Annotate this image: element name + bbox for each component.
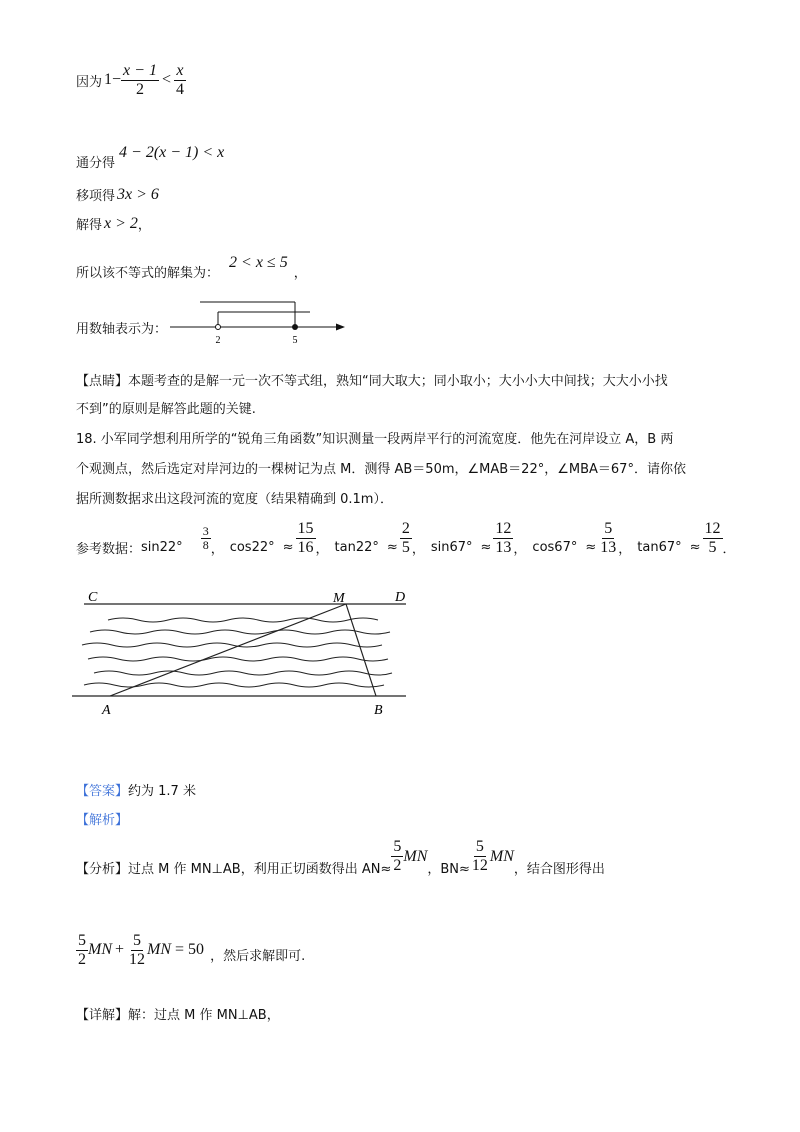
ref-function-label: cos22° [229,540,275,555]
question-18-line-3: 据所测数据求出这段河流的宽度（结果精确到 0.1m）． [76,492,393,507]
ref-separator: ， [618,542,632,557]
label-transpose: 移项得 [76,189,116,204]
ref-fraction: $\frac{12}{13}$ [495,520,512,556]
detail-text: 解：过点 M 作 MN⊥AB， [128,1008,280,1023]
label-solve: 解得 [76,218,103,233]
step-common-denominator [76,134,224,171]
label-C: C [88,590,98,605]
ref-fraction: $\frac{12}{5}$ [704,520,721,556]
fraction-5-over-2: $\frac{5}{2}$ [393,838,402,874]
approx-sign: ≈ [689,540,701,555]
approx-sign: ≈ [585,540,597,555]
detail-tag: 【详解】 [76,1008,129,1023]
reference-values [141,520,740,557]
ref-function-label: sin22° [141,540,183,555]
fraction-5-over-2: $\frac{5}{2}$ [78,932,86,968]
answer-line [76,780,196,799]
comment-line-1 [76,370,736,389]
label-number-line: 用数轴表示为： [76,322,168,337]
ref-fraction: $\frac{3}{8}$ [202,523,209,552]
axis-arrow-icon [336,324,345,331]
ref-fraction: $\frac{5}{13}$ [600,520,617,556]
open-point-2 [216,325,221,330]
ref-function-label: tan67° [637,540,682,555]
answer-text: 约为 1.7 米 [128,784,196,799]
label-M: M [333,591,345,606]
step-because [76,62,186,98]
question-18-line-1: 18. 小军同学想利用所学的“锐角三角函数”知识测量一段两岸平行的河流宽度．他先在河岸设立 A，B 两 [76,432,674,447]
equation-line [76,932,305,968]
approx-sign: ≈ [480,540,492,555]
math-expression: 3x > 6 [117,185,159,203]
river-figure [70,584,415,719]
fraction-x-over-4: $\frac{x}{4}$ [175,62,184,98]
math-plus: + [115,941,125,959]
math-one-minus: 1− [104,71,122,89]
label-solution-set: 所以该不等式的解集为： [76,266,220,281]
ref-function-label: tan22° [334,540,379,555]
punct-comma: ， [293,266,307,281]
analysis-text-1: 过点 M 作 MN⊥AB，利用正切函数得出 AN≈ [128,862,392,877]
approx-sign: ≈ [282,540,294,555]
reference-label: 参考数据： [76,542,142,557]
label-A: A [102,703,111,718]
comment-tag: 【点睛】 [76,374,129,389]
water-waves [82,618,392,687]
analysis-text-2: ，BN≈ [427,862,470,877]
step-transpose [76,185,159,204]
math-MN: MN [88,941,112,959]
tick-label-5: 5 [292,335,298,346]
math-MN: MN [403,847,428,865]
segment-AM [110,604,346,696]
approx-sign: ≈ [386,540,398,555]
punct-comma: ， [137,218,151,233]
ref-fraction: $\frac{2}{5}$ [401,520,410,556]
answer-tag: 【答案】 [76,784,129,799]
reference-data [76,520,740,557]
ref-separator: ， [315,542,329,557]
label-common-denominator: 通分得 [76,156,116,171]
closed-point-5 [292,324,298,330]
fraction-x-minus-1-over-2: $\frac{x - 1}{2}$ [123,62,157,98]
analysis-line [76,836,605,877]
comment-text-2: 不到”的原则是解答此题的关键. [76,402,256,417]
analysis-text-3: ，结合图形得出 [513,862,605,877]
math-expression: x > 2 [104,214,138,232]
number-line-diagram [170,296,350,346]
equation-tail: ，然后求解即可. [210,948,306,964]
math-less-than: < [161,71,171,89]
math-equals-50: = 50 [175,941,205,959]
math-expression: 2 < x ≤ 5 [229,253,288,271]
tick-label-2: 2 [215,335,221,346]
analysis-tag-label: 【分析】 [76,862,129,877]
detail-line [76,1004,280,1023]
fraction-5-over-12: $\frac{5}{12}$ [471,838,488,874]
step-solution-set [76,244,307,281]
ref-fraction: $\frac{15}{16}$ [297,520,314,556]
step-solve [76,214,151,233]
ref-separator: ， [210,542,224,557]
math-MN: MN [489,847,514,865]
math-expression: 4 − 2(x − 1) < x [119,143,225,161]
question-18-line-2: 个观测点，然后选定对岸河边的一棵树记为点 M．测得 AB＝50m，∠MAB＝22°，∠MBA＝67°．请你依 [76,462,686,477]
ref-function-label: cos67° [532,540,578,555]
comment-text-1: 本题考查的是解一元一次不等式组，熟知“同大取大；同小取小；大小小大中间找；大大小小找 [128,374,668,389]
label-D: D [395,590,406,605]
math-MN: MN [147,941,172,959]
ref-separator: ， [411,542,425,557]
analysis-tag: 【解析】 [76,813,129,828]
label-because: 因为 [76,74,103,90]
fraction-5-over-12: $\frac{5}{12}$ [129,932,146,968]
label-B: B [374,703,383,718]
ref-function-label: sin67° [430,540,473,555]
ref-separator: ， [513,542,527,557]
ref-separator: ． [722,542,736,557]
